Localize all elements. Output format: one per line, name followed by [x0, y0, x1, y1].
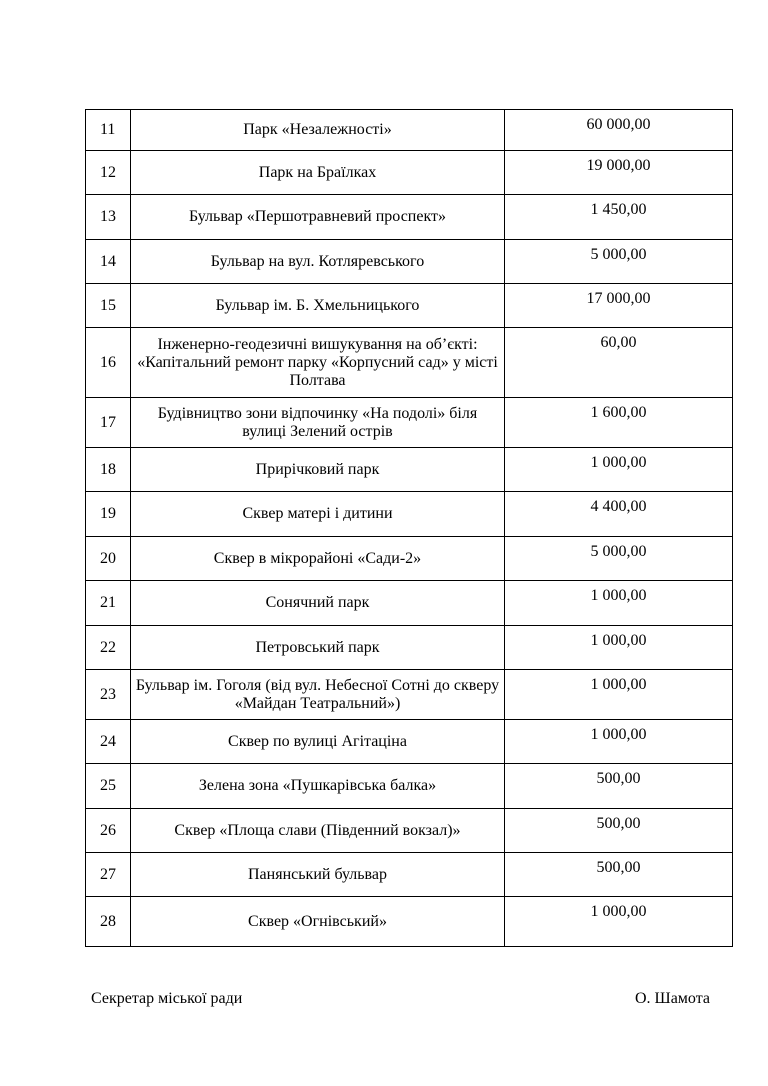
table-row: [86, 492, 733, 537]
row-number: 21: [100, 594, 116, 611]
amount-cell: [505, 448, 733, 492]
table-row: [86, 151, 733, 195]
object-name: Сквер «Огнівський»: [248, 912, 387, 930]
table-row: [86, 328, 733, 398]
object-name: Парк на Браїлках: [258, 163, 377, 181]
amount-cell: [505, 110, 733, 151]
object-name: Сквер по вулиці Агітаціна: [228, 732, 407, 750]
object-name-cell: [131, 764, 505, 809]
row-number-cell: [86, 897, 131, 947]
row-number: 26: [100, 821, 116, 839]
object-name-cell: [131, 195, 505, 240]
row-number-cell: [86, 284, 131, 328]
row-number-cell: [86, 764, 131, 809]
amount-value: 5 000,00: [590, 246, 647, 263]
amount-value: 60 000,00: [586, 116, 651, 133]
object-name: Сквер «Площа слави (Південний вокзал)»: [174, 821, 461, 839]
amount-cell: [505, 537, 733, 581]
table-row: [86, 670, 733, 720]
table-row: [86, 809, 733, 853]
object-name: Бульвар ім. Гоголя (від вул. Небесної Сотні до скверу «Майдан Театральний»): [135, 676, 500, 712]
object-name: Сонячний парк: [265, 594, 370, 611]
amount-value: 1 450,00: [590, 201, 647, 218]
row-number-cell: [86, 581, 131, 626]
amount-value: 500,00: [596, 815, 641, 832]
row-number: 18: [100, 460, 116, 478]
object-name: Бульвар ім. Б. Хмельницького: [215, 296, 420, 314]
amount-value: 500,00: [596, 770, 641, 787]
table-row: [86, 240, 733, 284]
row-number-cell: [86, 626, 131, 670]
row-number: 15: [100, 296, 116, 314]
signatory-name: О. Шамота: [635, 990, 710, 1007]
amount-value: 1 000,00: [590, 587, 647, 604]
row-number-cell: [86, 110, 131, 151]
amount-cell: [505, 809, 733, 853]
object-name: Будівництво зони відпочинку «На подолі» біля вулиці Зелений острів: [157, 404, 478, 440]
table-row: [86, 195, 733, 240]
amount-cell: [505, 492, 733, 537]
amount-cell: [505, 670, 733, 720]
table-row: [86, 537, 733, 581]
object-name: Панянський бульвар: [248, 865, 387, 883]
row-number-cell: [86, 853, 131, 897]
amount-value: 60,00: [600, 334, 637, 351]
object-name-cell: [131, 110, 505, 151]
row-number: 12: [100, 163, 116, 181]
object-name-cell: [131, 151, 505, 195]
table-row: [86, 897, 733, 947]
signature-position: Секретар міської ради: [91, 990, 243, 1007]
table-body: [86, 110, 733, 947]
amount-value: 1 000,00: [590, 632, 647, 649]
object-name-cell: [131, 809, 505, 853]
row-number-cell: [86, 398, 131, 448]
object-name-cell: [131, 328, 505, 398]
object-name: Прирічковий парк: [255, 460, 380, 478]
object-name-cell: [131, 670, 505, 720]
table-row: [86, 626, 733, 670]
table-row: [86, 448, 733, 492]
row-number: 11: [100, 121, 116, 138]
amount-cell: [505, 764, 733, 809]
row-number: 20: [100, 549, 116, 567]
row-number-cell: [86, 670, 131, 720]
amount-value: 1 000,00: [590, 454, 647, 471]
object-name: Бульвар «Першотравневий проспект»: [188, 208, 447, 225]
row-number: 14: [100, 252, 116, 270]
object-name-cell: [131, 581, 505, 626]
row-number: 28: [100, 912, 116, 930]
table-row: [86, 284, 733, 328]
object-name: Сквер в мікрорайоні «Сади-2»: [213, 549, 422, 567]
table-row: [86, 581, 733, 626]
amount-cell: [505, 897, 733, 947]
amount-value: 1 000,00: [590, 726, 647, 743]
row-number-cell: [86, 240, 131, 284]
object-name: Зелена зона «Пушкарівська балка»: [198, 777, 437, 794]
row-number-cell: [86, 537, 131, 581]
row-number-cell: [86, 328, 131, 398]
row-number: 16: [100, 353, 116, 371]
amount-cell: [505, 581, 733, 626]
amount-cell: [505, 240, 733, 284]
row-number: 19: [100, 505, 116, 522]
row-number-cell: [86, 195, 131, 240]
row-number-cell: [86, 448, 131, 492]
object-name: Бульвар на вул. Котляревського: [210, 252, 425, 270]
object-name-cell: [131, 240, 505, 284]
row-number: 17: [100, 413, 116, 431]
object-name: Сквер матері і дитини: [242, 505, 393, 522]
object-name-cell: [131, 492, 505, 537]
object-name-cell: [131, 853, 505, 897]
row-number-cell: [86, 151, 131, 195]
amount-cell: [505, 284, 733, 328]
amount-cell: [505, 720, 733, 764]
row-number: 24: [100, 732, 116, 750]
amount-value: 1 000,00: [590, 903, 647, 920]
table-row: [86, 853, 733, 897]
amount-value: 1 600,00: [590, 404, 647, 421]
row-number-cell: [86, 809, 131, 853]
row-number: 23: [100, 685, 116, 703]
row-number: 22: [100, 638, 116, 656]
amount-cell: [505, 398, 733, 448]
amount-value: 4 400,00: [590, 498, 647, 515]
object-name-cell: [131, 720, 505, 764]
amount-cell: [505, 853, 733, 897]
amount-cell: [505, 328, 733, 398]
object-name-cell: [131, 626, 505, 670]
amount-value: 17 000,00: [586, 290, 651, 307]
object-name-cell: [131, 284, 505, 328]
amount-value: 500,00: [596, 859, 641, 876]
amount-value: 5 000,00: [590, 543, 647, 560]
table-row: [86, 720, 733, 764]
object-name-cell: [131, 398, 505, 448]
object-name: Парк «Незалежності»: [243, 121, 392, 138]
object-name: Інженерно-геодезичні вишукування на об’єкті: «Капітальний ремонт парку «Корпусний сад» у місті Полтава: [137, 335, 498, 389]
amount-cell: [505, 195, 733, 240]
amount-value: 1 000,00: [590, 676, 647, 693]
object-name-cell: [131, 897, 505, 947]
row-number-cell: [86, 492, 131, 537]
object-name-cell: [131, 448, 505, 492]
amount-value: 19 000,00: [586, 157, 651, 174]
table-row: [86, 110, 733, 151]
table-row: [86, 398, 733, 448]
table-row: [86, 764, 733, 809]
amount-cell: [505, 151, 733, 195]
object-name: Петровський парк: [255, 638, 380, 656]
objects-table: [85, 109, 733, 947]
amount-cell: [505, 626, 733, 670]
object-name-cell: [131, 537, 505, 581]
row-number: 13: [100, 208, 116, 225]
row-number: 27: [100, 865, 116, 883]
row-number: 25: [100, 777, 116, 794]
row-number-cell: [86, 720, 131, 764]
